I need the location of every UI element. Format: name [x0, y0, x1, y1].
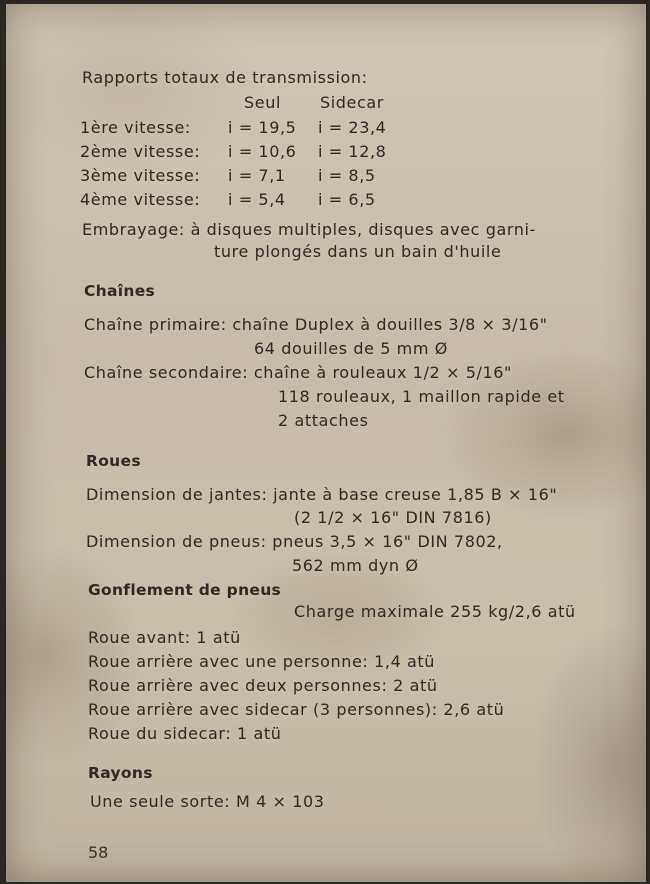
solo-ratio: i = 5,4 — [228, 190, 286, 209]
rim-size-line-2: (2 1/2 × 16" DIN 7816) — [294, 508, 492, 527]
gear-label: 3ème vitesse: — [80, 166, 201, 185]
sidecar-ratio: i = 8,5 — [318, 166, 376, 185]
gear-label: 4ème vitesse: — [80, 190, 201, 209]
column-header-sidecar: Sidecar — [320, 93, 384, 112]
section-heading-spokes: Rayons — [88, 764, 153, 782]
section-heading-inflation: Gonflement de pneus — [88, 581, 282, 599]
page-number: 58 — [88, 843, 109, 862]
max-load: Charge maximale 255 kg/2,6 atü — [294, 602, 576, 621]
tyre-size-line-1: Dimension de pneus: pneus 3,5 × 16" DIN 7802, — [86, 532, 503, 551]
secondary-chain-line-1: Chaîne secondaire: chaîne à rouleaux 1/2 × 5/16" — [84, 363, 513, 382]
column-header-solo: Seul — [244, 93, 281, 112]
sidecar-ratio: i = 12,8 — [318, 142, 387, 161]
solo-ratio: i = 19,5 — [228, 118, 297, 137]
tyre-size-line-2: 562 mm dyn Ø — [292, 556, 419, 575]
inflation-item: Roue du sidecar: 1 atü — [88, 724, 282, 743]
gear-label: 2ème vitesse: — [80, 142, 201, 161]
section-heading-wheels: Roues — [86, 452, 141, 470]
primary-chain-line-2: 64 douilles de 5 mm Ø — [254, 339, 448, 358]
spokes-spec: Une seule sorte: M 4 × 103 — [90, 792, 325, 811]
primary-chain-line-1: Chaîne primaire: chaîne Duplex à douilles 3/8 × 3/16" — [84, 315, 548, 334]
sidecar-ratio: i = 6,5 — [318, 190, 376, 209]
rim-size-line-1: Dimension de jantes: jante à base creuse 1,85 B × 16" — [86, 485, 558, 504]
solo-ratio: i = 7,1 — [228, 166, 286, 185]
sidecar-ratio: i = 23,4 — [318, 118, 387, 137]
inflation-item: Roue avant: 1 atü — [88, 628, 241, 647]
inflation-item: Roue arrière avec sidecar (3 personnes): 2,6 atü — [88, 700, 505, 719]
gear-label: 1ère vitesse: — [80, 118, 191, 137]
manual-page — [6, 4, 646, 882]
inflation-item: Roue arrière avec une personne: 1,4 atü — [88, 652, 436, 671]
secondary-chain-line-3: 2 attaches — [278, 411, 369, 430]
inflation-item: Roue arrière avec deux personnes: 2 atü — [88, 676, 438, 695]
clutch-line-2: ture plongés dans un bain d'huile — [214, 242, 502, 261]
clutch-line-1: Embrayage: à disques multiples, disques avec garni- — [82, 220, 536, 239]
section-heading-chains: Chaînes — [84, 282, 156, 300]
solo-ratio: i = 10,6 — [228, 142, 297, 161]
secondary-chain-line-2: 118 rouleaux, 1 maillon rapide et — [278, 387, 565, 406]
transmission-title: Rapports totaux de transmission: — [82, 68, 368, 87]
